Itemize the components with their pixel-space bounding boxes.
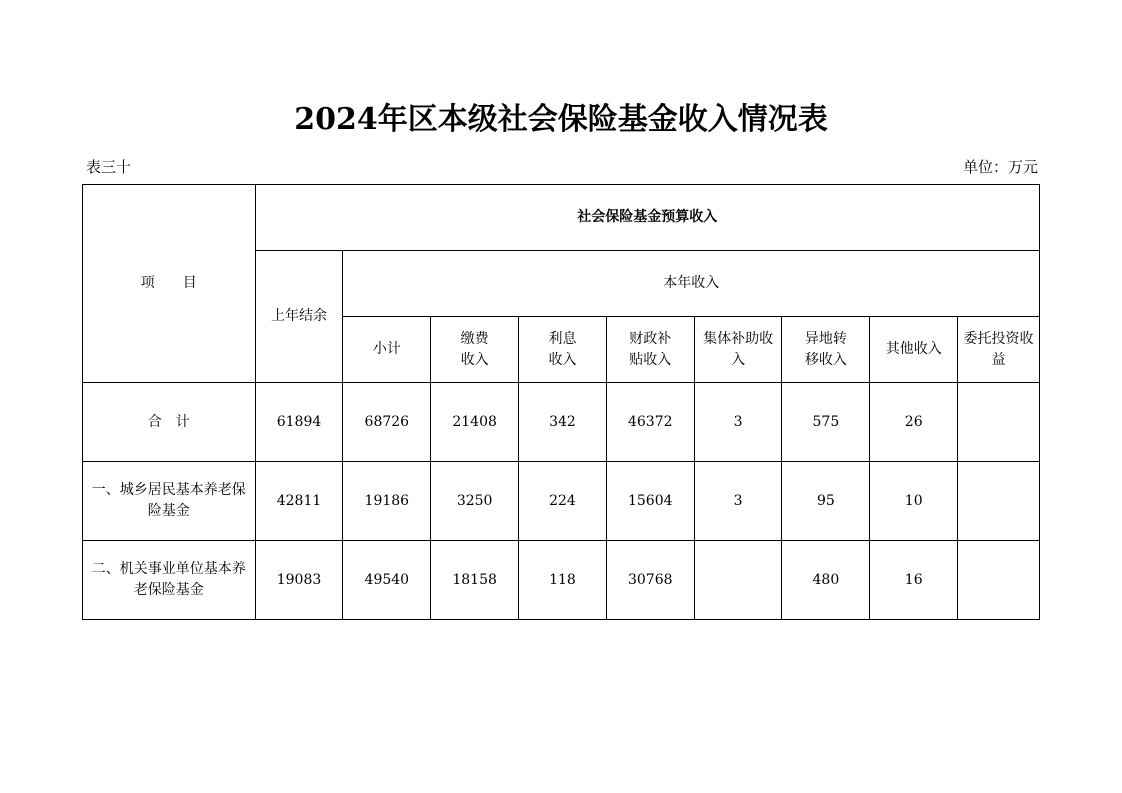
- other-income-header: 其他收入: [870, 317, 958, 383]
- income-table: [82, 184, 1040, 620]
- table-row: [83, 462, 1040, 541]
- table-cell: 575: [782, 383, 870, 462]
- table-cell: [958, 541, 1040, 620]
- fiscal-subsidy-header: 财政补 贴收入: [606, 317, 694, 383]
- table-cell: 16: [870, 541, 958, 620]
- table-cell: 26: [870, 383, 958, 462]
- page-title: 2024年区本级社会保险基金收入情况表: [294, 102, 828, 137]
- table-number: 表三十: [86, 158, 132, 176]
- table-cell: 3: [694, 383, 782, 462]
- current-income-header: 本年收入: [343, 251, 1040, 317]
- subtotal-header: 小计: [343, 317, 431, 383]
- table-cell: 19186: [343, 462, 431, 541]
- item-header: 项 目: [83, 185, 256, 383]
- table-cell: 30768: [606, 541, 694, 620]
- table-cell: 342: [519, 383, 607, 462]
- table-cell: 42811: [255, 462, 343, 541]
- transfer-income-header: 异地转 移收入: [782, 317, 870, 383]
- table-cell: 49540: [343, 541, 431, 620]
- interest-income-header: 利息 收入: [519, 317, 607, 383]
- collective-subsidy-header: 集体补助收 入: [694, 317, 782, 383]
- table-cell: 118: [519, 541, 607, 620]
- table-cell: [958, 462, 1040, 541]
- table-cell: 61894: [255, 383, 343, 462]
- table-cell: 480: [782, 541, 870, 620]
- table-cell: 10: [870, 462, 958, 541]
- table-cell: 224: [519, 462, 607, 541]
- table-cell: 21408: [431, 383, 519, 462]
- unit-label: 单位：万元: [962, 158, 1038, 176]
- table-cell: 46372: [606, 383, 694, 462]
- investment-income-header: 委托投资收 益: [958, 317, 1040, 383]
- row-label: 一、城乡居民基本养老保 险基金: [83, 462, 256, 541]
- table-cell: 68726: [343, 383, 431, 462]
- table-cell: 19083: [255, 541, 343, 620]
- contribution-income-header: 缴费 收入: [431, 317, 519, 383]
- row-label: 合 计: [83, 383, 256, 462]
- fund-income-header: 社会保险基金预算收入: [255, 185, 1039, 251]
- table-cell: 95: [782, 462, 870, 541]
- header-row-1: [83, 185, 1040, 251]
- table-cell: 3: [694, 462, 782, 541]
- table-cell: 15604: [606, 462, 694, 541]
- table-row: [83, 541, 1040, 620]
- table-cell: 18158: [431, 541, 519, 620]
- row-label: 二、机关事业单位基本养 老保险基金: [83, 541, 256, 620]
- table-cell: [958, 383, 1040, 462]
- table-cell: [694, 541, 782, 620]
- prev-balance-header: 上年结余: [255, 251, 343, 383]
- table-row: [83, 383, 1040, 462]
- table-cell: 3250: [431, 462, 519, 541]
